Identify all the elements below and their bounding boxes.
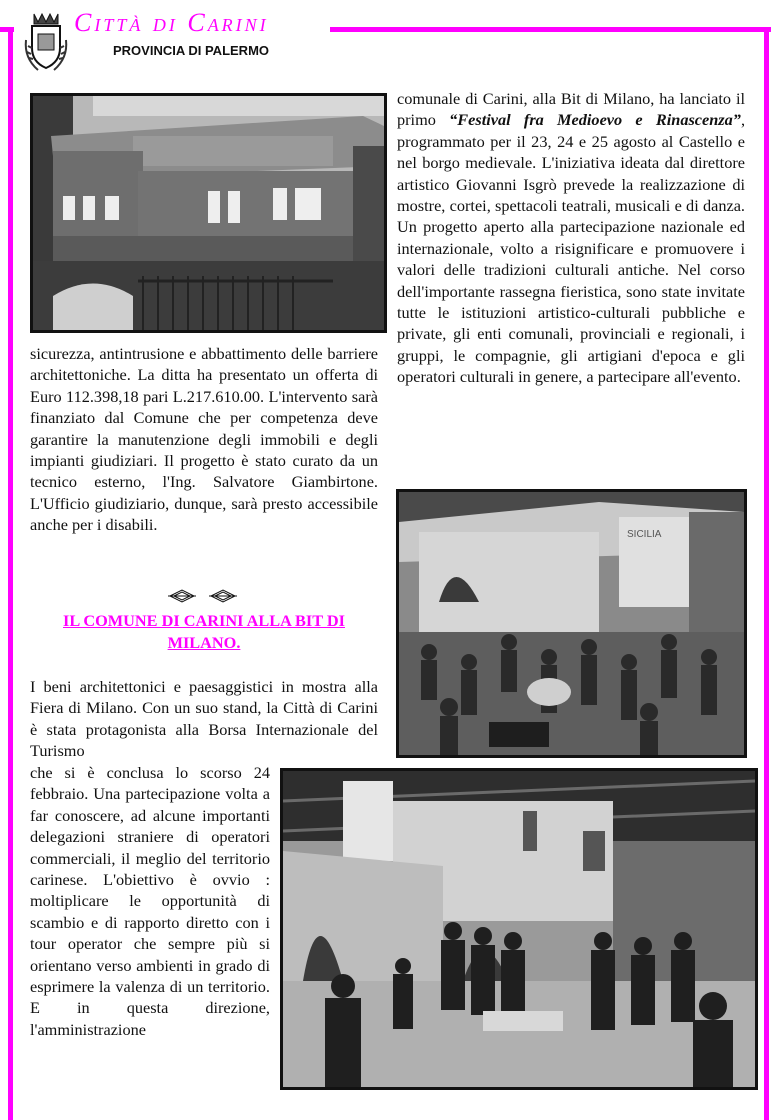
photo-courthouse-building (30, 93, 387, 333)
frame-top (330, 27, 771, 32)
frame-right (764, 27, 769, 1120)
city-title: Città di Carini (74, 8, 269, 37)
photo-fair-hall-visitors (280, 768, 758, 1090)
bit-headline: IL COMUNE DI CARINI ALLA BIT DI MILANO. (63, 611, 345, 652)
stand-sign-text: SICILIA (627, 529, 662, 540)
photo-fair-stand-crowd (396, 489, 747, 758)
coat-of-arms-icon (22, 10, 70, 76)
bit-article-right-column: comunale di Carini, alla Bit di Milano, ha lanciato il primo “Festival fra Medioevo e Rinascenza”, programmato per il 23, 24 e 25 agosto al Castello e nel borgo medievale. L'iniziativa ideata dal direttore artistico Giovanni Isgrò prevede la realizzazione di mostre, cortei, spettacoli teatrali, musicali e di danza. Un progetto aperto alla partecipazione nazionale ed internazionale, volto a risignificare e promuovere i valori delle tradizioni culturali antiche. Nel corso dell'importante rassegna fieristica, sono state invitate tutte le istituzioni artistico-culturali pubbliche e private, gli enti comunali, provinciali e regionali, i gruppi, le compagnie, gli artigiani d'epoca e gli operatori culturali in genere, a partecipare all'evento. (397, 89, 746, 387)
frame-left (8, 27, 13, 1120)
festival-title: “Festival fra Medioevo e Rinascenza” (449, 110, 741, 130)
bit-article-intro: I beni architettonici e paesaggistici in mostra alla Fiera di Milano. Con un suo stand, la Città di Carini è stata protagonista alla Borsa Internazionale del Turismo (30, 677, 378, 761)
diamond-ornament-icon (166, 588, 241, 604)
province-label: PROVINCIA DI PALERMO (113, 43, 270, 58)
tribunal-article-text: sicurezza, antintrusione e abbattimento delle barriere architettoniche. La ditta ha presentato un offerta di Euro 112.398,18 pari L.217.610.00. L'intervento sarà finanziato dal Comune che per competenza deve garantire la manutenzione degli immobili e degli impianti giudiziari. Il progetto è stato curato da un tecnico esterno, l'Ing. Salvatore Giambirtone. L'Ufficio giudiziario, dunque, sarà presto accessibile anche per i disabili. (30, 344, 378, 535)
bit-article-narrow-column: che si è conclusa lo scorso 24 febbraio. Una partecipazione volta a far conoscere, ad alcune importanti delegazioni straniere di operatori commerciali, il meglio del territorio carinese. L'obiettivo è ovvio : moltiplicare le opportunità di scambio e di rapporto diretto con i tour operator che sempre più si orientano verso ambienti in grado di esprimere la valenza di un territorio. E in questa direzione, l'amministrazione (30, 763, 270, 1039)
